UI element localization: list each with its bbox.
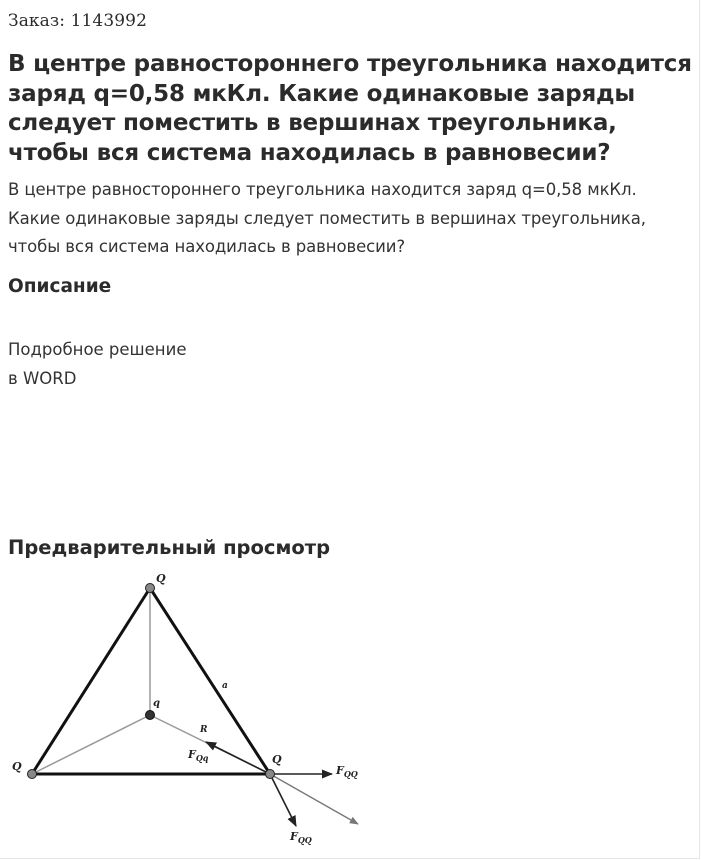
label-center: q: [153, 698, 160, 709]
label-radius: R: [200, 725, 208, 735]
description-line-2: в WORD: [8, 369, 77, 388]
charge-right: [266, 770, 275, 779]
triangle-diagram: [0, 560, 400, 860]
problem-text: В центре равностороннего треугольника находится заряд q=0,58 мкКл. Какие одинаковые заряды следует поместить в вершинах треугольника, чтобы вся система находилась в равновесии?: [8, 180, 646, 256]
label-force-qq: $F_{Qq}$: [188, 748, 209, 763]
label-force-horizontal: $F_{QQ}$: [336, 764, 358, 779]
side-left: [32, 588, 150, 774]
charge-top: [146, 584, 155, 593]
charge-center: [146, 711, 155, 720]
preview-heading: Предварительный просмотр: [8, 536, 331, 559]
order-number: Заказ: 1143992: [8, 11, 148, 31]
charge-left: [28, 770, 37, 779]
description-line-1: Подробное решение: [8, 340, 187, 359]
label-side: a: [222, 681, 228, 691]
description-heading: Описание: [8, 276, 112, 297]
label-right-vertex: Q: [272, 753, 282, 766]
side-right: [150, 588, 270, 774]
label-left-vertex: Q: [12, 760, 22, 773]
label-force-down: $F_{QQ}$: [290, 830, 312, 845]
label-top-vertex: Q: [156, 572, 166, 585]
page-title: В центре равностороннего треугольника находится заряд q=0,58 мкКл. Какие одинаковые заряды следует поместить в вершинах треугольника, чтобы вся система находилась в равновесии?: [8, 51, 692, 166]
